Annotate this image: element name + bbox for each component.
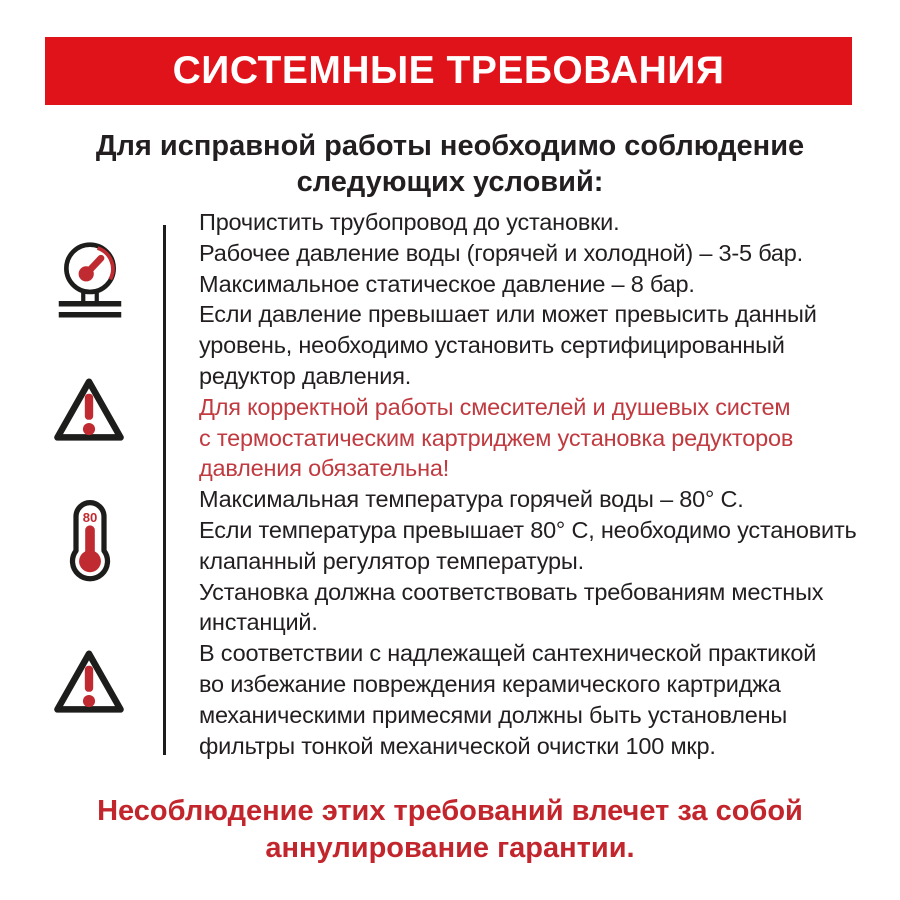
requirement-line: во избежание повреждения керамического картриджа [199, 670, 781, 697]
thermometer-value-label: 80 [82, 509, 98, 525]
vertical-divider [163, 225, 166, 755]
intro-subtitle [0, 128, 900, 200]
requirement-line: Максимальное статическое давление – 8 бар. [199, 270, 695, 297]
requirement-line-highlighted: давления обязательна! [199, 455, 450, 482]
warranty-warning [0, 793, 900, 867]
warranty-warning-line-2: аннулирование гарантии. [265, 832, 635, 864]
requirement-line: уровень, необходимо установить сертифицированный [199, 332, 785, 359]
page-title: СИСТЕМНЫЕ ТРЕБОВАНИЯ [172, 49, 725, 92]
warning-triangle-icon [50, 375, 128, 446]
thermometer-icon [55, 498, 125, 586]
requirement-line: Установка должна соответствовать требованиям местных [199, 578, 824, 605]
pressure-gauge-icon [52, 237, 128, 325]
requirement-line: Если температура превышает 80° С, необходимо установить [199, 516, 857, 543]
requirement-line: Если давление превышает или может превысить данный [199, 301, 817, 328]
requirement-line: клапанный регулятор температуры. [199, 547, 584, 574]
requirement-line: фильтры тонкой механической очистки 100 мкр. [199, 732, 716, 759]
requirement-line-highlighted: с термостатическим картриджем установка редукторов [199, 424, 794, 451]
requirement-line-highlighted: Для корректной работы смесителей и душевых систем [199, 393, 791, 420]
requirement-line: Прочистить трубопровод до установки. [199, 209, 620, 235]
requirement-line: инстанций. [199, 609, 318, 636]
requirement-line: Максимальная температура горячей воды – 80° С. [199, 486, 744, 513]
requirement-line: Рабочее давление воды (горячей и холодной) – 3-5 бар. [199, 239, 804, 266]
intro-subtitle-line-2: следующих условий: [296, 166, 604, 198]
requirement-line: редуктор давления. [199, 362, 412, 389]
intro-subtitle-line-1: Для исправной работы необходимо соблюдение [95, 130, 805, 162]
requirement-line: В соответствии с надлежащей сантехнической практикой [199, 640, 817, 667]
requirements-list [199, 207, 867, 761]
warranty-warning-line-1: Несоблюдение этих требований влечет за собой [97, 795, 803, 827]
requirement-line: механическими примесями должны быть установлены [199, 701, 788, 728]
warning-triangle-icon [50, 647, 128, 718]
header-banner [45, 37, 852, 105]
